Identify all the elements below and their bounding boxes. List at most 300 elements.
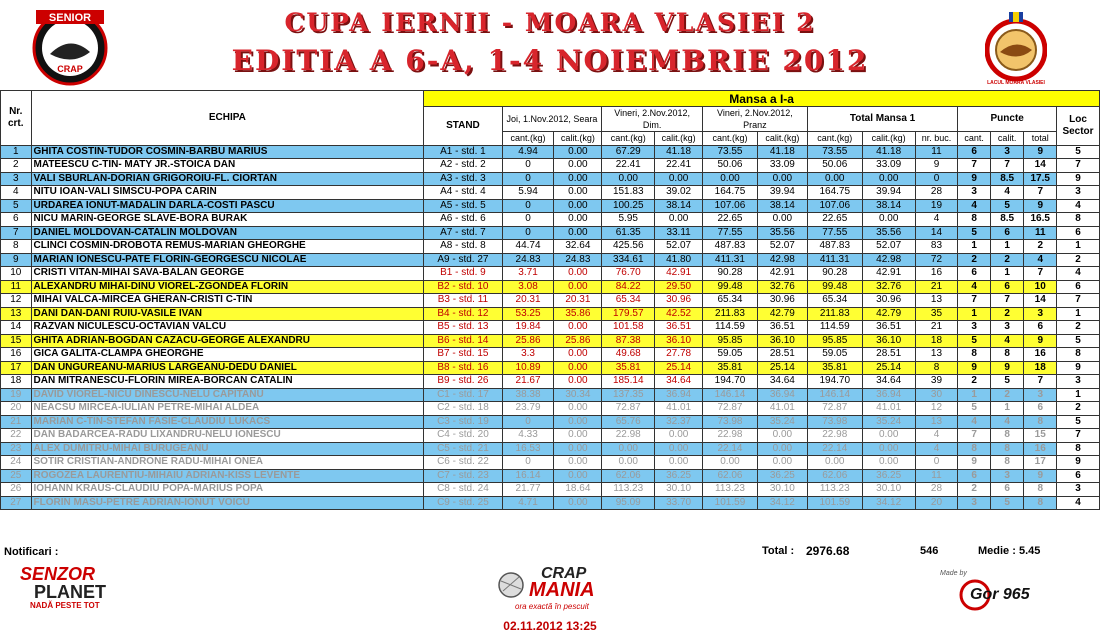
cell-nr: 2 <box>1 159 32 173</box>
cell-q1: 0.00 <box>554 226 602 240</box>
cell-q2: 36.25 <box>655 469 703 483</box>
cell-tq: 42.79 <box>862 307 915 321</box>
cell-q1: 0.00 <box>554 172 602 186</box>
cell-team: DAVID VIOREL-NICU DINESCU-NELU CAPITANU <box>31 388 424 402</box>
cell-nb: 4 <box>915 213 958 227</box>
sub-calit: calit.(kg) <box>757 132 807 146</box>
cell-stand: B6 - std. 14 <box>424 334 502 348</box>
cell-pt: 18 <box>1024 361 1057 375</box>
cell-q3: 28.51 <box>757 348 807 362</box>
cell-pc: 3 <box>958 321 991 335</box>
cell-stand: C3 - std. 19 <box>424 415 502 429</box>
cell-loc: 7 <box>1057 159 1100 173</box>
cell-c3: 164.75 <box>703 186 758 200</box>
cell-c1: 3.08 <box>502 280 554 294</box>
cell-pq: 8.5 <box>990 213 1024 227</box>
cell-stand: A2 - std. 2 <box>424 159 502 173</box>
cell-tc: 487.83 <box>807 240 862 254</box>
cell-loc: 7 <box>1057 294 1100 308</box>
cell-pq: 1 <box>990 402 1024 416</box>
cell-c2: 35.81 <box>602 361 655 375</box>
cell-pq: 2 <box>990 388 1024 402</box>
cell-q3: 30.10 <box>757 483 807 497</box>
cell-nb: 28 <box>915 483 958 497</box>
cell-pq: 5 <box>990 375 1024 389</box>
cell-tc: 211.83 <box>807 307 862 321</box>
cell-tc: 35.81 <box>807 361 862 375</box>
cell-pt: 16 <box>1024 442 1057 456</box>
table-row <box>1 253 1100 267</box>
cell-c1: 19.84 <box>502 321 554 335</box>
cell-c1: 3.3 <box>502 348 554 362</box>
cell-c3: 99.48 <box>703 280 758 294</box>
cell-c2: 179.57 <box>602 307 655 321</box>
cell-tq: 52.07 <box>862 240 915 254</box>
cell-c1: 0 <box>502 456 554 470</box>
cell-c3: 411.31 <box>703 253 758 267</box>
table-row <box>1 388 1100 402</box>
sponsor1-sub: NADĂ PESTE TOT <box>30 601 100 610</box>
sponsor2-sub: ora exactă în pescuit <box>515 602 589 611</box>
cell-q1: 0.00 <box>554 280 602 294</box>
cell-pq: 1 <box>990 267 1024 281</box>
cell-tq: 41.01 <box>862 402 915 416</box>
cell-stand: A9 - std. 27 <box>424 253 502 267</box>
cell-stand: C9 - std. 25 <box>424 496 502 510</box>
sub-nr-buc: nr. buc. <box>915 132 958 146</box>
cell-pq: 5 <box>990 496 1024 510</box>
cell-tc: 22.14 <box>807 442 862 456</box>
cell-team: NICU MARIN-GEORGE SLAVE-BORA BURAK <box>31 213 424 227</box>
table-row <box>1 240 1100 254</box>
cell-stand: B5 - std. 13 <box>424 321 502 335</box>
sponsor3-name: Gor 965 <box>970 586 1030 603</box>
cell-c1: 53.25 <box>502 307 554 321</box>
cell-tq: 32.76 <box>862 280 915 294</box>
cell-nr: 17 <box>1 361 32 375</box>
cell-nr: 10 <box>1 267 32 281</box>
table-row <box>1 402 1100 416</box>
cell-loc: 7 <box>1057 429 1100 443</box>
cell-loc: 8 <box>1057 213 1100 227</box>
cell-loc: 6 <box>1057 280 1100 294</box>
cell-loc: 2 <box>1057 402 1100 416</box>
cell-tq: 30.96 <box>862 294 915 308</box>
cell-pq: 6 <box>990 226 1024 240</box>
cell-tq: 36.10 <box>862 334 915 348</box>
cell-q3: 25.14 <box>757 361 807 375</box>
cell-pt: 17 <box>1024 456 1057 470</box>
cell-loc: 3 <box>1057 375 1100 389</box>
cell-q3: 0.00 <box>757 456 807 470</box>
cell-c2: 113.23 <box>602 483 655 497</box>
cell-nb: 13 <box>915 415 958 429</box>
cell-c3: 73.98 <box>703 415 758 429</box>
cell-pc: 1 <box>958 240 991 254</box>
cell-nr: 8 <box>1 240 32 254</box>
table-row <box>1 267 1100 281</box>
col-stand-header: STAND <box>424 107 502 146</box>
cell-q2: 0.00 <box>655 456 703 470</box>
cell-pc: 7 <box>958 429 991 443</box>
cell-c1: 21.77 <box>502 483 554 497</box>
cell-nb: 35 <box>915 307 958 321</box>
table-row <box>1 213 1100 227</box>
cell-team: GHITA COSTIN-TUDOR COSMIN-BARBU MARIUS <box>31 145 424 159</box>
cell-c2: 87.38 <box>602 334 655 348</box>
cell-q1: 0.00 <box>554 469 602 483</box>
cell-nr: 15 <box>1 334 32 348</box>
cell-pt: 15 <box>1024 429 1057 443</box>
cell-pc: 8 <box>958 348 991 362</box>
cell-q3: 0.00 <box>757 442 807 456</box>
cell-q2: 33.70 <box>655 496 703 510</box>
cell-tc: 114.59 <box>807 321 862 335</box>
cell-c3: 77.55 <box>703 226 758 240</box>
cell-nr: 11 <box>1 280 32 294</box>
cell-pt: 17.5 <box>1024 172 1057 186</box>
cell-pq: 3 <box>990 145 1024 159</box>
cell-q2: 0.00 <box>655 429 703 443</box>
senzor-planet-logo <box>20 565 160 615</box>
cell-nb: 4 <box>915 442 958 456</box>
cell-tc: 22.98 <box>807 429 862 443</box>
cell-tc: 146.14 <box>807 388 862 402</box>
cell-tq: 42.91 <box>862 267 915 281</box>
sub-calit: calit.(kg) <box>655 132 703 146</box>
cell-c2: 0.00 <box>602 456 655 470</box>
cell-stand: C2 - std. 18 <box>424 402 502 416</box>
cell-pq: 7 <box>990 294 1024 308</box>
cell-nb: 16 <box>915 267 958 281</box>
cell-pq: 8.5 <box>990 172 1024 186</box>
cell-tq: 0.00 <box>862 429 915 443</box>
cell-tq: 36.51 <box>862 321 915 335</box>
cell-stand: C8 - std. 24 <box>424 483 502 497</box>
cell-c3: 59.05 <box>703 348 758 362</box>
cell-tq: 35.24 <box>862 415 915 429</box>
table-row <box>1 199 1100 213</box>
sub-cant: cant.(kg) <box>703 132 758 146</box>
cell-nb: 20 <box>915 496 958 510</box>
cell-nb: 13 <box>915 294 958 308</box>
cell-c3: 107.06 <box>703 199 758 213</box>
cell-pt: 9 <box>1024 334 1057 348</box>
cell-pt: 4 <box>1024 253 1057 267</box>
cell-pq: 3 <box>990 321 1024 335</box>
cell-loc: 6 <box>1057 469 1100 483</box>
cell-stand: A7 - std. 7 <box>424 226 502 240</box>
cell-c1: 0 <box>502 159 554 173</box>
timestamp: 02.11.2012 13:25 <box>503 619 597 633</box>
cell-q1: 25.86 <box>554 334 602 348</box>
cell-nr: 19 <box>1 388 32 402</box>
cell-c3: 50.06 <box>703 159 758 173</box>
cell-c1: 38.38 <box>502 388 554 402</box>
cell-pt: 9 <box>1024 199 1057 213</box>
cell-pq: 4 <box>990 415 1024 429</box>
cell-pc: 9 <box>958 361 991 375</box>
medie-label: Medie : <box>978 545 1016 557</box>
cell-c1: 23.79 <box>502 402 554 416</box>
gor965-logo <box>940 570 1070 615</box>
cell-pt: 10 <box>1024 280 1057 294</box>
cell-pt: 6 <box>1024 402 1057 416</box>
cell-pc: 9 <box>958 172 991 186</box>
col-team-header: ECHIPA <box>31 91 424 146</box>
sub-calit: calit.(kg) <box>554 132 602 146</box>
cell-pq: 4 <box>990 186 1024 200</box>
cell-tc: 0.00 <box>807 172 862 186</box>
cell-pc: 3 <box>958 186 991 200</box>
cell-nr: 24 <box>1 456 32 470</box>
cell-pt: 11 <box>1024 226 1057 240</box>
col-nr-header: Nr. crt. <box>1 91 32 146</box>
results-rows <box>1 145 1100 510</box>
cell-nb: 21 <box>915 321 958 335</box>
cell-pc: 9 <box>958 456 991 470</box>
total-mansa-header: Total Mansa 1 <box>807 107 958 132</box>
table-row <box>1 307 1100 321</box>
cell-stand: C6 - std. 22 <box>424 456 502 470</box>
cell-pt: 7 <box>1024 186 1057 200</box>
cell-team: ALEX DUMITRU-MIHAI BURUGEANU <box>31 442 424 456</box>
cell-c3: 73.55 <box>703 145 758 159</box>
cell-nb: 72 <box>915 253 958 267</box>
cell-c3: 113.23 <box>703 483 758 497</box>
cell-c1: 0 <box>502 199 554 213</box>
cell-q1: 30.34 <box>554 388 602 402</box>
cell-team: CRISTI VITAN-MIHAI SAVA-BALAN GEORGE <box>31 267 424 281</box>
cell-c2: 101.58 <box>602 321 655 335</box>
cell-c2: 5.95 <box>602 213 655 227</box>
cell-c2: 61.35 <box>602 226 655 240</box>
cell-c1: 10.89 <box>502 361 554 375</box>
cell-tc: 113.23 <box>807 483 862 497</box>
cell-q3: 0.00 <box>757 213 807 227</box>
table-row <box>1 429 1100 443</box>
cell-q2: 39.02 <box>655 186 703 200</box>
cell-tq: 0.00 <box>862 456 915 470</box>
cell-q3: 42.91 <box>757 267 807 281</box>
cell-c2: 151.83 <box>602 186 655 200</box>
cell-pc: 8 <box>958 442 991 456</box>
cell-nr: 25 <box>1 469 32 483</box>
table-row <box>1 496 1100 510</box>
cell-tc: 99.48 <box>807 280 862 294</box>
cell-q1: 0.00 <box>554 186 602 200</box>
logo-left-top-text: SENIOR <box>48 12 92 24</box>
sponsor2-mid: MANIA <box>529 579 595 601</box>
cell-tq: 25.14 <box>862 361 915 375</box>
cell-c2: 0.00 <box>602 442 655 456</box>
table-row <box>1 145 1100 159</box>
table-row <box>1 361 1100 375</box>
cell-c3: 62.06 <box>703 469 758 483</box>
cell-q1: 0.00 <box>554 442 602 456</box>
cell-pc: 7 <box>958 294 991 308</box>
cell-c2: 65.34 <box>602 294 655 308</box>
cell-pt: 14 <box>1024 159 1057 173</box>
cell-c3: 95.85 <box>703 334 758 348</box>
cell-nb: 30 <box>915 388 958 402</box>
cell-team: RAZVAN NICULESCU-OCTAVIAN VALCU <box>31 321 424 335</box>
cell-q1: 0.00 <box>554 199 602 213</box>
cell-nb: 11 <box>915 145 958 159</box>
logo-right-text: LACUL MOARA VLASIEI <box>987 80 1045 86</box>
cell-q3: 36.94 <box>757 388 807 402</box>
cell-c2: 95.09 <box>602 496 655 510</box>
cell-q3: 38.14 <box>757 199 807 213</box>
cell-c3: 194.70 <box>703 375 758 389</box>
cell-c2: 137.35 <box>602 388 655 402</box>
crap-mania-logo <box>495 565 645 615</box>
cell-loc: 1 <box>1057 240 1100 254</box>
cell-nb: 11 <box>915 469 958 483</box>
cell-pc: 2 <box>958 375 991 389</box>
cell-c3: 72.87 <box>703 402 758 416</box>
cell-stand: A8 - std. 8 <box>424 240 502 254</box>
cell-c3: 22.14 <box>703 442 758 456</box>
cell-team: GICA GALITA-CLAMPA GHEORGHE <box>31 348 424 362</box>
cell-nr: 12 <box>1 294 32 308</box>
made-by-label: Made by <box>940 570 967 577</box>
cell-q2: 22.41 <box>655 159 703 173</box>
cell-pc: 2 <box>958 253 991 267</box>
cell-team: MIHAI VALCA-MIRCEA GHERAN-CRISTI C-TIN <box>31 294 424 308</box>
table-row <box>1 469 1100 483</box>
cell-pt: 9 <box>1024 469 1057 483</box>
total-buc: 546 <box>920 545 939 557</box>
cell-nb: 28 <box>915 186 958 200</box>
cell-nb: 19 <box>915 199 958 213</box>
table-row <box>1 375 1100 389</box>
cell-nr: 13 <box>1 307 32 321</box>
cell-q1: 0.00 <box>554 429 602 443</box>
cell-c3: 22.65 <box>703 213 758 227</box>
cell-stand: A4 - std. 4 <box>424 186 502 200</box>
cell-tq: 33.09 <box>862 159 915 173</box>
cell-stand: C4 - std. 20 <box>424 429 502 443</box>
cell-pq: 7 <box>990 159 1024 173</box>
cell-q3: 35.24 <box>757 415 807 429</box>
cell-c1: 3.71 <box>502 267 554 281</box>
cell-q2: 30.10 <box>655 483 703 497</box>
table-row <box>1 321 1100 335</box>
cell-c3: 90.28 <box>703 267 758 281</box>
cell-stand: B7 - std. 15 <box>424 348 502 362</box>
cell-nb: 83 <box>915 240 958 254</box>
cell-nb: 8 <box>915 361 958 375</box>
cell-q2: 36.10 <box>655 334 703 348</box>
cell-tc: 77.55 <box>807 226 862 240</box>
total-label: Total : <box>762 545 795 557</box>
cell-c2: 100.25 <box>602 199 655 213</box>
cell-team: GHITA ADRIAN-BOGDAN CAZACU-GEORGE ALEXANDRU <box>31 334 424 348</box>
cell-loc: 3 <box>1057 483 1100 497</box>
cell-pc: 2 <box>958 483 991 497</box>
cell-tc: 0.00 <box>807 456 862 470</box>
cell-q3: 41.01 <box>757 402 807 416</box>
cell-pc: 6 <box>958 469 991 483</box>
cell-tc: 22.65 <box>807 213 862 227</box>
cell-loc: 9 <box>1057 456 1100 470</box>
cell-c3: 211.83 <box>703 307 758 321</box>
cell-c1: 4.33 <box>502 429 554 443</box>
cell-c1: 4.71 <box>502 496 554 510</box>
cell-q3: 30.96 <box>757 294 807 308</box>
cell-c2: 0.00 <box>602 172 655 186</box>
cell-pc: 1 <box>958 388 991 402</box>
cell-q2: 0.00 <box>655 442 703 456</box>
cell-tq: 35.56 <box>862 226 915 240</box>
cell-tc: 95.85 <box>807 334 862 348</box>
cell-q1: 35.86 <box>554 307 602 321</box>
cell-stand: A6 - std. 6 <box>424 213 502 227</box>
cell-team: MARIAN IONESCU-PATE FLORIN-GEORGESCU NICOLAE <box>31 253 424 267</box>
cell-nb: 12 <box>915 402 958 416</box>
cell-q1: 0.00 <box>554 415 602 429</box>
cell-loc: 5 <box>1057 415 1100 429</box>
cell-loc: 3 <box>1057 186 1100 200</box>
cell-pc: 7 <box>958 159 991 173</box>
cell-pc: 6 <box>958 145 991 159</box>
sub-puncte-calit: calit. <box>990 132 1024 146</box>
cell-q2: 27.78 <box>655 348 703 362</box>
notificari-label: Notificari : <box>4 546 59 558</box>
cell-pt: 6 <box>1024 321 1057 335</box>
cell-c1: 44.74 <box>502 240 554 254</box>
cell-tq: 0.00 <box>862 213 915 227</box>
cell-q3: 36.25 <box>757 469 807 483</box>
cell-nb: 0 <box>915 456 958 470</box>
cell-nr: 20 <box>1 402 32 416</box>
cell-pc: 6 <box>958 267 991 281</box>
cell-q1: 0.00 <box>554 145 602 159</box>
cell-pq: 6 <box>990 280 1024 294</box>
cell-loc: 5 <box>1057 145 1100 159</box>
cell-team: MATEESCU C-TIN- MATY JR.-STOICA DAN <box>31 159 424 173</box>
cell-team: DAN BADARCEA-RADU LIXANDRU-NELU IONESCU <box>31 429 424 443</box>
cell-q2: 41.80 <box>655 253 703 267</box>
cell-nr: 21 <box>1 415 32 429</box>
cell-stand: A3 - std. 3 <box>424 172 502 186</box>
cell-stand: C7 - std. 23 <box>424 469 502 483</box>
cell-q3: 42.98 <box>757 253 807 267</box>
cell-pc: 5 <box>958 226 991 240</box>
cell-tq: 36.94 <box>862 388 915 402</box>
cell-tc: 411.31 <box>807 253 862 267</box>
table-row <box>1 226 1100 240</box>
cell-nb: 0 <box>915 172 958 186</box>
cell-c2: 67.29 <box>602 145 655 159</box>
cell-loc: 5 <box>1057 334 1100 348</box>
cell-pq: 8 <box>990 348 1024 362</box>
cell-q2: 30.96 <box>655 294 703 308</box>
cell-team: URDAREA IONUT-MADALIN DARLA-COSTI PASCU <box>31 199 424 213</box>
cell-q3: 39.94 <box>757 186 807 200</box>
cell-q2: 36.51 <box>655 321 703 335</box>
cell-q1: 0.00 <box>554 456 602 470</box>
cell-pq: 1 <box>990 240 1024 254</box>
cell-q1: 0.00 <box>554 159 602 173</box>
table-row <box>1 334 1100 348</box>
page-subtitle: EDITIA A 6-A, 1-4 NOIEMBRIE 2012 <box>231 44 869 77</box>
cell-c3: 101.59 <box>703 496 758 510</box>
cell-loc: 9 <box>1057 361 1100 375</box>
cell-tc: 73.98 <box>807 415 862 429</box>
cell-stand: C5 - std. 21 <box>424 442 502 456</box>
